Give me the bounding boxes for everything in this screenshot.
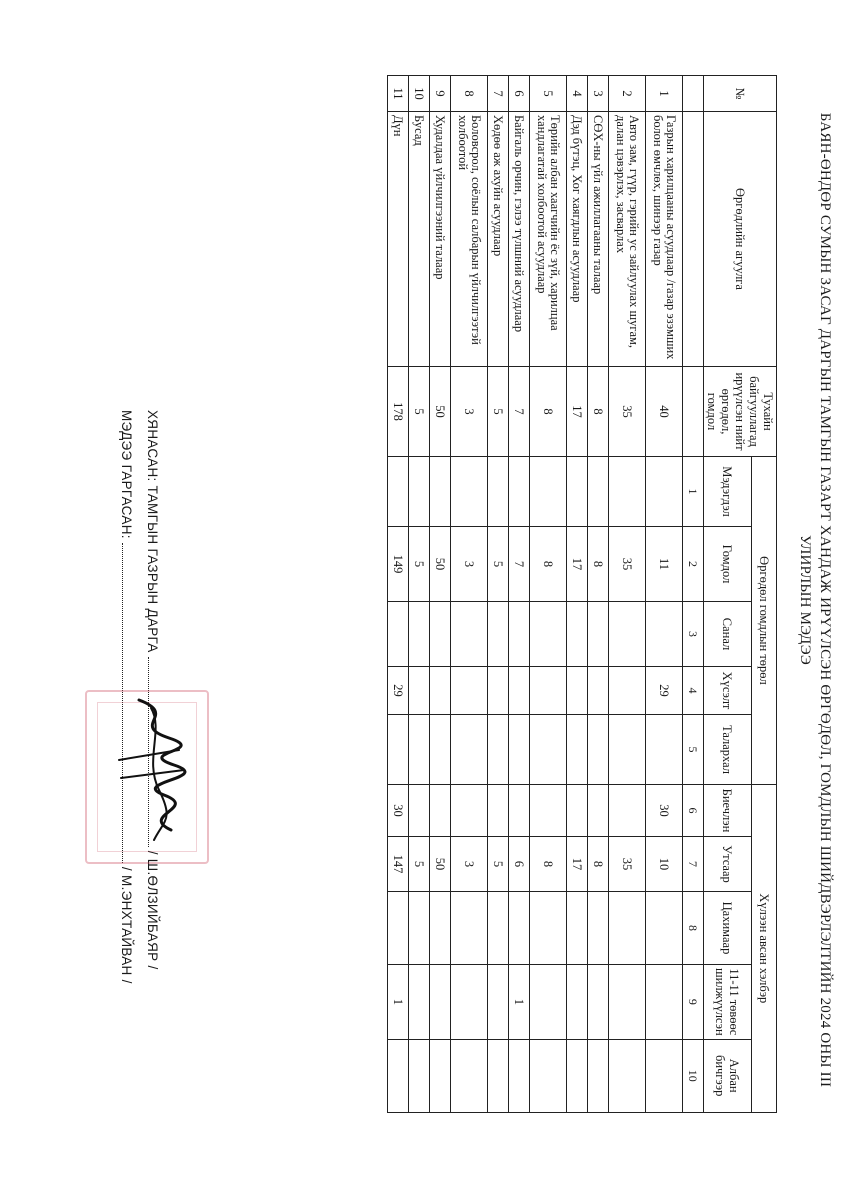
row-value-cell	[430, 715, 451, 785]
row-total-cell: 50	[430, 367, 451, 457]
row-value-cell: 5	[488, 527, 509, 602]
checked-name: / Ш.ӨЛЗИЙБАЯР /	[145, 850, 160, 970]
row-value-cell: 8	[530, 527, 567, 602]
row-value-cell	[488, 1039, 509, 1112]
row-value-cell: 35	[609, 527, 646, 602]
header-type-2: Гомдол	[704, 527, 752, 602]
row-topic-cell: Байгаль орчин, гэлээ түлшний асуудлаар	[509, 112, 530, 367]
row-value-cell	[646, 965, 683, 1040]
row-topic-cell: Худалдаа үйлчилгээний талаар	[430, 112, 451, 367]
row-value-cell: 8	[530, 837, 567, 892]
row-number-cell: 10	[409, 76, 430, 112]
row-value-cell	[530, 892, 567, 965]
row-topic-cell: СӨХ-ны үйл ажиллагааны талаар	[588, 112, 609, 367]
report-title	[795, 80, 835, 1120]
row-value-cell	[430, 457, 451, 527]
row-value-cell	[567, 1039, 588, 1112]
header-action-4: 11-11 төвөөс шилжүүлсэн	[704, 965, 752, 1040]
row-topic-cell: Төрийн албан хаагчийн ёс зүй, харилцаа хандлагатай холбоотой асуудлаар	[530, 112, 567, 367]
row-value-cell	[488, 457, 509, 527]
prepared-label: МЭДЭЭ ГАРГАСАН:	[119, 410, 134, 539]
checked-label: ХЯНАСАН: ТАМГЫН ГАЗРЫН ДАРГА	[145, 410, 160, 653]
row-value-cell	[609, 602, 646, 667]
row-value-cell	[409, 892, 430, 965]
prepared-name: / М.ЭНХТАЙВАН /	[119, 866, 134, 984]
row-value-cell: 30	[646, 785, 683, 837]
row-value-cell	[646, 892, 683, 965]
row-value-cell	[530, 602, 567, 667]
row-value-cell	[409, 965, 430, 1040]
row-value-cell	[409, 1039, 430, 1112]
row-topic-cell: Бусад	[409, 112, 430, 367]
row-value-cell: 1	[509, 965, 530, 1040]
row-topic-cell: Боловсрол, соёлын салбарын үйлчилгээтэй холбоотой	[451, 112, 488, 367]
row-value-cell	[588, 785, 609, 837]
row-value-cell	[567, 965, 588, 1040]
row-value-cell	[509, 602, 530, 667]
header-type-5: Талархал	[704, 715, 752, 785]
row-value-cell: 3	[451, 527, 488, 602]
row-value-cell	[409, 602, 430, 667]
row-value-cell	[409, 785, 430, 837]
table-row	[530, 76, 567, 1113]
table-row	[567, 76, 588, 1113]
row-value-cell	[588, 965, 609, 1040]
row-topic-cell: Хөдөө аж ахуйн асуудлаар	[488, 112, 509, 367]
row-value-cell	[451, 785, 488, 837]
row-value-cell	[646, 1039, 683, 1112]
row-value-cell	[409, 457, 430, 527]
row-value-cell	[509, 715, 530, 785]
column-number-cell	[683, 367, 704, 457]
column-number-cell: 10	[683, 1039, 704, 1112]
row-value-cell: 50	[430, 837, 451, 892]
table-row	[646, 76, 683, 1113]
row-total-cell: 8	[588, 367, 609, 457]
row-value-cell	[509, 892, 530, 965]
row-value-cell	[430, 785, 451, 837]
row-value-cell	[646, 715, 683, 785]
row-value-cell	[430, 965, 451, 1040]
header-total: Тухайн байгууллагад ирүүлсэн нийт өргөдөл, гомдол	[704, 367, 777, 457]
row-value-cell: 17	[567, 527, 588, 602]
row-value-cell	[567, 457, 588, 527]
row-number-cell: 7	[488, 76, 509, 112]
row-value-cell	[609, 1039, 646, 1112]
row-value-cell	[567, 892, 588, 965]
row-value-cell	[509, 667, 530, 715]
row-value-cell	[488, 667, 509, 715]
column-number-cell: 1	[683, 457, 704, 527]
row-value-cell	[488, 892, 509, 965]
header-action-3: Цахимаар	[704, 892, 752, 965]
row-number-cell: 6	[509, 76, 530, 112]
column-number-cell: 4	[683, 667, 704, 715]
row-value-cell	[609, 667, 646, 715]
row-total-cell: 8	[530, 367, 567, 457]
row-value-cell	[530, 715, 567, 785]
row-value-cell: 29	[388, 667, 409, 715]
column-number-cell: 6	[683, 785, 704, 837]
row-total-cell: 35	[609, 367, 646, 457]
column-number-row	[683, 76, 704, 1113]
row-value-cell: 29	[646, 667, 683, 715]
table-row	[509, 76, 530, 1113]
row-number-cell: 8	[451, 76, 488, 112]
row-value-cell	[451, 667, 488, 715]
row-value-cell	[530, 785, 567, 837]
row-total-cell: 178	[388, 367, 409, 457]
row-value-cell	[567, 602, 588, 667]
row-value-cell: 147	[388, 837, 409, 892]
row-value-cell	[588, 602, 609, 667]
column-number-cell	[683, 76, 704, 112]
row-value-cell	[609, 457, 646, 527]
table-row	[488, 76, 509, 1113]
table-row	[430, 76, 451, 1113]
row-value-cell	[488, 715, 509, 785]
report-title-line-2: УЛИРЛЫН МЭДЭЭ	[797, 535, 813, 665]
row-value-cell	[530, 667, 567, 715]
row-value-cell: 5	[409, 837, 430, 892]
header-action-5: Албан бичгээр	[704, 1039, 752, 1112]
row-number-cell: 9	[430, 76, 451, 112]
row-value-cell: 35	[609, 837, 646, 892]
row-value-cell	[488, 602, 509, 667]
column-number-cell: 5	[683, 715, 704, 785]
row-value-cell	[567, 785, 588, 837]
row-topic-cell: Газрын харилцааны асуудлаар /газар эзэмших болон өмчлөх, шинээр газар	[646, 112, 683, 367]
row-value-cell: 6	[509, 837, 530, 892]
row-number-cell: 11	[388, 76, 409, 112]
column-number-cell: 8	[683, 892, 704, 965]
row-value-cell	[430, 667, 451, 715]
row-value-cell	[388, 892, 409, 965]
header-type-1: Мэдэгдэл	[704, 457, 752, 527]
header-action-1: Биечлэн	[704, 785, 752, 837]
row-value-cell: 8	[588, 837, 609, 892]
row-value-cell	[609, 715, 646, 785]
header-no: №	[704, 76, 777, 112]
row-value-cell	[530, 457, 567, 527]
row-value-cell	[530, 965, 567, 1040]
row-value-cell	[588, 667, 609, 715]
row-value-cell	[588, 457, 609, 527]
row-value-cell	[409, 715, 430, 785]
row-topic-cell: Дэд бүтэц, Хог хаягдлын асуудлаар	[567, 112, 588, 367]
row-value-cell: 5	[488, 837, 509, 892]
header-action-group: Хүлээн авсан хэлбэр	[751, 785, 776, 1113]
header-topic: Өргөдлийн агуулга	[704, 112, 777, 367]
row-value-cell	[430, 1039, 451, 1112]
row-number-cell: 2	[609, 76, 646, 112]
row-number-cell: 3	[588, 76, 609, 112]
row-number-cell: 5	[530, 76, 567, 112]
row-value-cell: 1	[388, 965, 409, 1040]
row-total-cell: 5	[488, 367, 509, 457]
row-number-cell: 4	[567, 76, 588, 112]
row-value-cell: 7	[509, 527, 530, 602]
header-action-2: Утсаар	[704, 837, 752, 892]
row-value-cell	[430, 892, 451, 965]
row-total-cell: 17	[567, 367, 588, 457]
row-value-cell: 8	[588, 527, 609, 602]
row-value-cell	[451, 457, 488, 527]
row-value-cell: 149	[388, 527, 409, 602]
row-value-cell: 50	[430, 527, 451, 602]
header-type-4: Хүсэлт	[704, 667, 752, 715]
table-row	[409, 76, 430, 1113]
row-total-cell: 5	[409, 367, 430, 457]
row-value-cell	[509, 1039, 530, 1112]
row-value-cell	[509, 785, 530, 837]
report-table	[387, 75, 777, 1113]
row-value-cell	[609, 892, 646, 965]
row-value-cell	[488, 785, 509, 837]
row-value-cell	[588, 1039, 609, 1112]
row-value-cell: 5	[409, 527, 430, 602]
column-number-cell: 2	[683, 527, 704, 602]
row-value-cell	[567, 667, 588, 715]
row-value-cell	[646, 602, 683, 667]
row-value-cell	[609, 965, 646, 1040]
row-value-cell	[388, 457, 409, 527]
row-value-cell	[430, 602, 451, 667]
row-value-cell	[451, 892, 488, 965]
header-type-3: Санал	[704, 602, 752, 667]
table-row	[451, 76, 488, 1113]
row-value-cell	[409, 667, 430, 715]
row-total-cell: 40	[646, 367, 683, 457]
row-value-cell	[388, 602, 409, 667]
header-type-group: Өргөдөл гомдлын төрөл	[751, 457, 776, 785]
row-value-cell	[588, 715, 609, 785]
row-value-cell: 10	[646, 837, 683, 892]
row-value-cell	[488, 965, 509, 1040]
row-value-cell	[588, 892, 609, 965]
row-value-cell	[451, 715, 488, 785]
row-value-cell	[388, 715, 409, 785]
table-row	[388, 76, 409, 1113]
row-value-cell: 30	[388, 785, 409, 837]
report-title-line-1: БАЯН-ӨНДӨР СУМЫН ЗАСАГ ДАРГЫН ТАМГЫН ГАЗАРТ ХАНДАЖ ИРҮҮЛСЭН ӨРГӨДӨЛ, ГОМДЛЫН ШИЙДВЭРЛЭЛТИЙН 2024 ОНЫ III	[817, 112, 833, 1088]
table-row	[609, 76, 646, 1113]
row-value-cell	[451, 602, 488, 667]
row-value-cell	[509, 457, 530, 527]
row-value-cell: 17	[567, 837, 588, 892]
column-number-cell: 7	[683, 837, 704, 892]
row-total-cell: 3	[451, 367, 488, 457]
row-topic-cell: Дүн	[388, 112, 409, 367]
column-number-cell: 9	[683, 965, 704, 1040]
column-number-cell	[683, 112, 704, 367]
column-number-cell: 3	[683, 602, 704, 667]
row-value-cell	[451, 1039, 488, 1112]
row-value-cell	[451, 965, 488, 1040]
row-value-cell	[609, 785, 646, 837]
row-value-cell: 11	[646, 527, 683, 602]
row-total-cell: 7	[509, 367, 530, 457]
table-row	[588, 76, 609, 1113]
row-value-cell	[567, 715, 588, 785]
row-value-cell	[646, 457, 683, 527]
row-value-cell	[388, 1039, 409, 1112]
row-topic-cell: Авто зам, гүүр, гэрийн ус зайлуулах шугам, далан цэвэрлэх, засварлах	[609, 112, 646, 367]
row-value-cell: 3	[451, 837, 488, 892]
handwritten-signature	[109, 690, 199, 850]
row-value-cell	[530, 1039, 567, 1112]
row-number-cell: 1	[646, 76, 683, 112]
